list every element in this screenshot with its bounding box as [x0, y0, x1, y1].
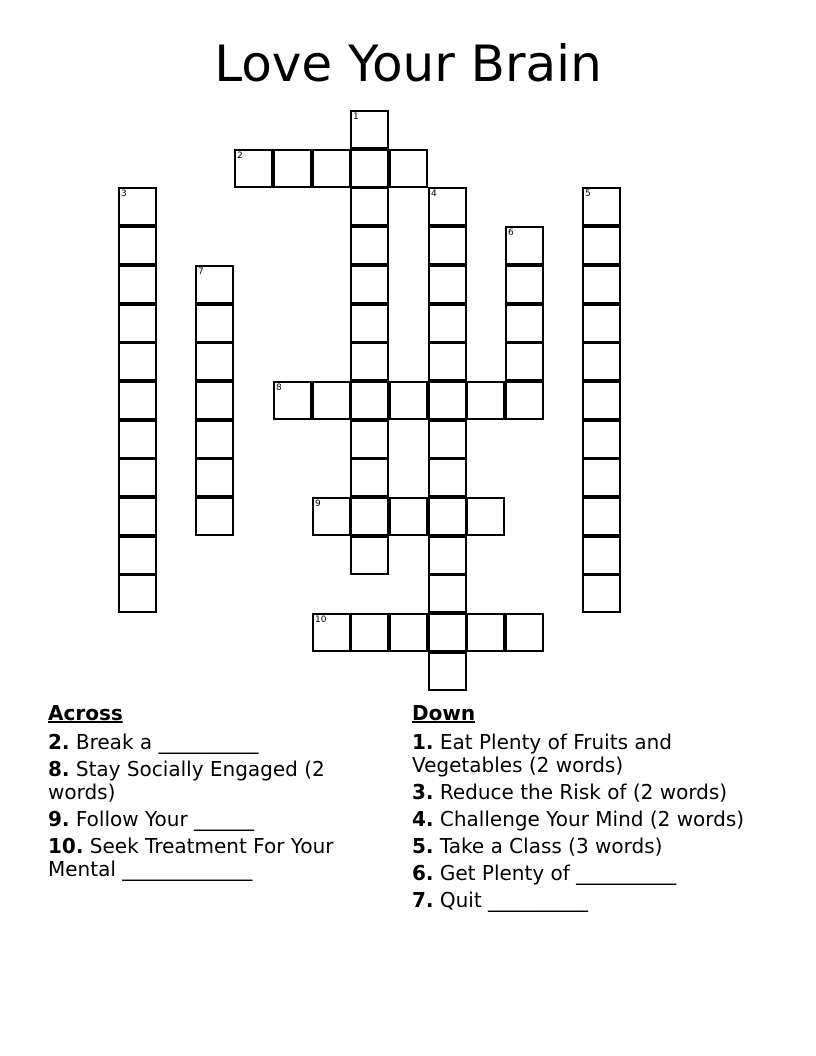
- crossword-cell[interactable]: [350, 149, 389, 188]
- clue-text: Quit __________: [439, 888, 589, 912]
- crossword-cell[interactable]: [312, 613, 351, 652]
- clue-number: 2.: [48, 730, 70, 754]
- crossword-cell[interactable]: [195, 497, 234, 536]
- crossword-cell[interactable]: [350, 265, 389, 304]
- crossword-cell[interactable]: [118, 497, 157, 536]
- clue-text: Challenge Your Mind (2 words): [439, 807, 745, 831]
- crossword-cell[interactable]: [350, 226, 389, 265]
- crossword-cell[interactable]: [428, 574, 467, 613]
- crossword-cell[interactable]: [428, 226, 467, 265]
- clue-across-10: [48, 835, 378, 881]
- clue-down-5: [412, 835, 772, 858]
- crossword-cell[interactable]: [428, 613, 467, 652]
- clue-number-label: 10: [315, 615, 327, 625]
- crossword-cell[interactable]: [118, 458, 157, 497]
- crossword-cell[interactable]: [582, 304, 621, 343]
- crossword-cell[interactable]: [428, 458, 467, 497]
- clue-down-1: [412, 731, 772, 777]
- crossword-cell[interactable]: [582, 226, 621, 265]
- crossword-cell[interactable]: [350, 536, 389, 575]
- crossword-cell[interactable]: [505, 342, 544, 381]
- crossword-cell[interactable]: [350, 613, 389, 652]
- clue-number: 9.: [48, 807, 70, 831]
- crossword-cell[interactable]: [582, 420, 621, 459]
- crossword-cell[interactable]: [118, 226, 157, 265]
- crossword-cell[interactable]: [582, 187, 621, 226]
- crossword-cell[interactable]: [350, 110, 389, 149]
- crossword-cell[interactable]: [582, 574, 621, 613]
- clue-number-label: 9: [315, 499, 321, 509]
- crossword-cell[interactable]: [350, 187, 389, 226]
- down-clues: [412, 702, 772, 916]
- clue-down-7: [412, 889, 772, 912]
- crossword-cell[interactable]: [505, 226, 544, 265]
- clue-number-label: 8: [276, 383, 282, 393]
- crossword-cell[interactable]: [195, 265, 234, 304]
- clue-across-2: [48, 731, 378, 754]
- crossword-cell[interactable]: [582, 342, 621, 381]
- clue-across-9: [48, 808, 378, 831]
- crossword-cell[interactable]: [350, 304, 389, 343]
- clue-number: 7.: [412, 888, 434, 912]
- crossword-cell[interactable]: [505, 613, 544, 652]
- crossword-cell[interactable]: [350, 420, 389, 459]
- clue-text: Follow Your ______: [75, 807, 255, 831]
- crossword-cell[interactable]: [428, 381, 467, 420]
- clue-number-label: 1: [353, 112, 359, 122]
- clue-text: Stay Socially Engaged (2 words): [48, 757, 325, 804]
- clue-text: Eat Plenty of Fruits and Vegetables (2 words): [412, 730, 672, 777]
- crossword-cell[interactable]: [234, 149, 273, 188]
- clue-number-label: 5: [585, 189, 591, 199]
- crossword-cell[interactable]: [118, 342, 157, 381]
- crossword-cell[interactable]: [505, 304, 544, 343]
- crossword-cell[interactable]: [350, 342, 389, 381]
- clue-text: Reduce the Risk of (2 words): [439, 780, 728, 804]
- clue-number-label: 6: [508, 228, 514, 238]
- crossword-cell[interactable]: [118, 187, 157, 226]
- crossword-cell[interactable]: [118, 536, 157, 575]
- clue-number: 3.: [412, 780, 434, 804]
- crossword-cell[interactable]: [350, 458, 389, 497]
- clue-across-8: [48, 758, 378, 804]
- crossword-cell[interactable]: [582, 381, 621, 420]
- clue-number-label: 2: [237, 151, 243, 161]
- crossword-cell[interactable]: [428, 342, 467, 381]
- crossword-cell[interactable]: [505, 265, 544, 304]
- clue-text: Take a Class (3 words): [439, 834, 663, 858]
- clue-down-3: [412, 781, 772, 804]
- crossword-cell[interactable]: [312, 497, 351, 536]
- crossword-cell[interactable]: [428, 652, 467, 691]
- page-title: Love Your Brain: [214, 35, 602, 93]
- clue-down-6: [412, 862, 772, 885]
- crossword-cell[interactable]: [195, 420, 234, 459]
- crossword-cell[interactable]: [195, 342, 234, 381]
- clue-number: 5.: [412, 834, 434, 858]
- crossword-cell[interactable]: [466, 613, 505, 652]
- across-clues: [48, 702, 378, 885]
- crossword-cell[interactable]: [195, 458, 234, 497]
- crossword-cell[interactable]: [195, 304, 234, 343]
- crossword-cell[interactable]: [195, 381, 234, 420]
- crossword-cell[interactable]: [118, 304, 157, 343]
- crossword-cell[interactable]: [428, 304, 467, 343]
- clue-number: 6.: [412, 861, 434, 885]
- crossword-cell[interactable]: [118, 574, 157, 613]
- crossword-cell[interactable]: [389, 381, 428, 420]
- clue-number: 4.: [412, 807, 434, 831]
- across-heading: Across: [48, 701, 123, 725]
- clue-text: Break a __________: [75, 730, 259, 754]
- crossword-cell[interactable]: [466, 381, 505, 420]
- clue-number-label: 4: [431, 189, 437, 199]
- crossword-cell[interactable]: [466, 497, 505, 536]
- clue-text: Seek Treatment For Your Mental _____________: [48, 834, 334, 881]
- crossword-cell[interactable]: [428, 187, 467, 226]
- crossword-cell[interactable]: [428, 265, 467, 304]
- clue-down-4: [412, 808, 772, 831]
- clue-number-label: 3: [121, 189, 127, 199]
- crossword-cell[interactable]: [118, 265, 157, 304]
- crossword-cell[interactable]: [428, 420, 467, 459]
- clue-number: 8.: [48, 757, 70, 781]
- crossword-cell[interactable]: [505, 381, 544, 420]
- clue-number-label: 7: [198, 267, 204, 277]
- crossword-cell[interactable]: [582, 536, 621, 575]
- crossword-cell[interactable]: [273, 381, 312, 420]
- crossword-cell[interactable]: [582, 458, 621, 497]
- crossword-cell[interactable]: [312, 381, 351, 420]
- down-heading: Down: [412, 701, 476, 725]
- crossword-cell[interactable]: [118, 420, 157, 459]
- crossword-cell[interactable]: [350, 497, 389, 536]
- crossword-cell[interactable]: [389, 613, 428, 652]
- crossword-cell[interactable]: [389, 149, 428, 188]
- clue-text: Get Plenty of __________: [439, 861, 677, 885]
- clue-number: 1.: [412, 730, 434, 754]
- crossword-cell[interactable]: [350, 381, 389, 420]
- crossword-cell[interactable]: [118, 381, 157, 420]
- clue-number: 10.: [48, 834, 84, 858]
- crossword-cell[interactable]: [389, 497, 428, 536]
- crossword-cell[interactable]: [582, 265, 621, 304]
- crossword-cell[interactable]: [273, 149, 312, 188]
- crossword-cell[interactable]: [428, 497, 467, 536]
- crossword-cell[interactable]: [312, 149, 351, 188]
- crossword-cell[interactable]: [428, 536, 467, 575]
- crossword-cell[interactable]: [582, 497, 621, 536]
